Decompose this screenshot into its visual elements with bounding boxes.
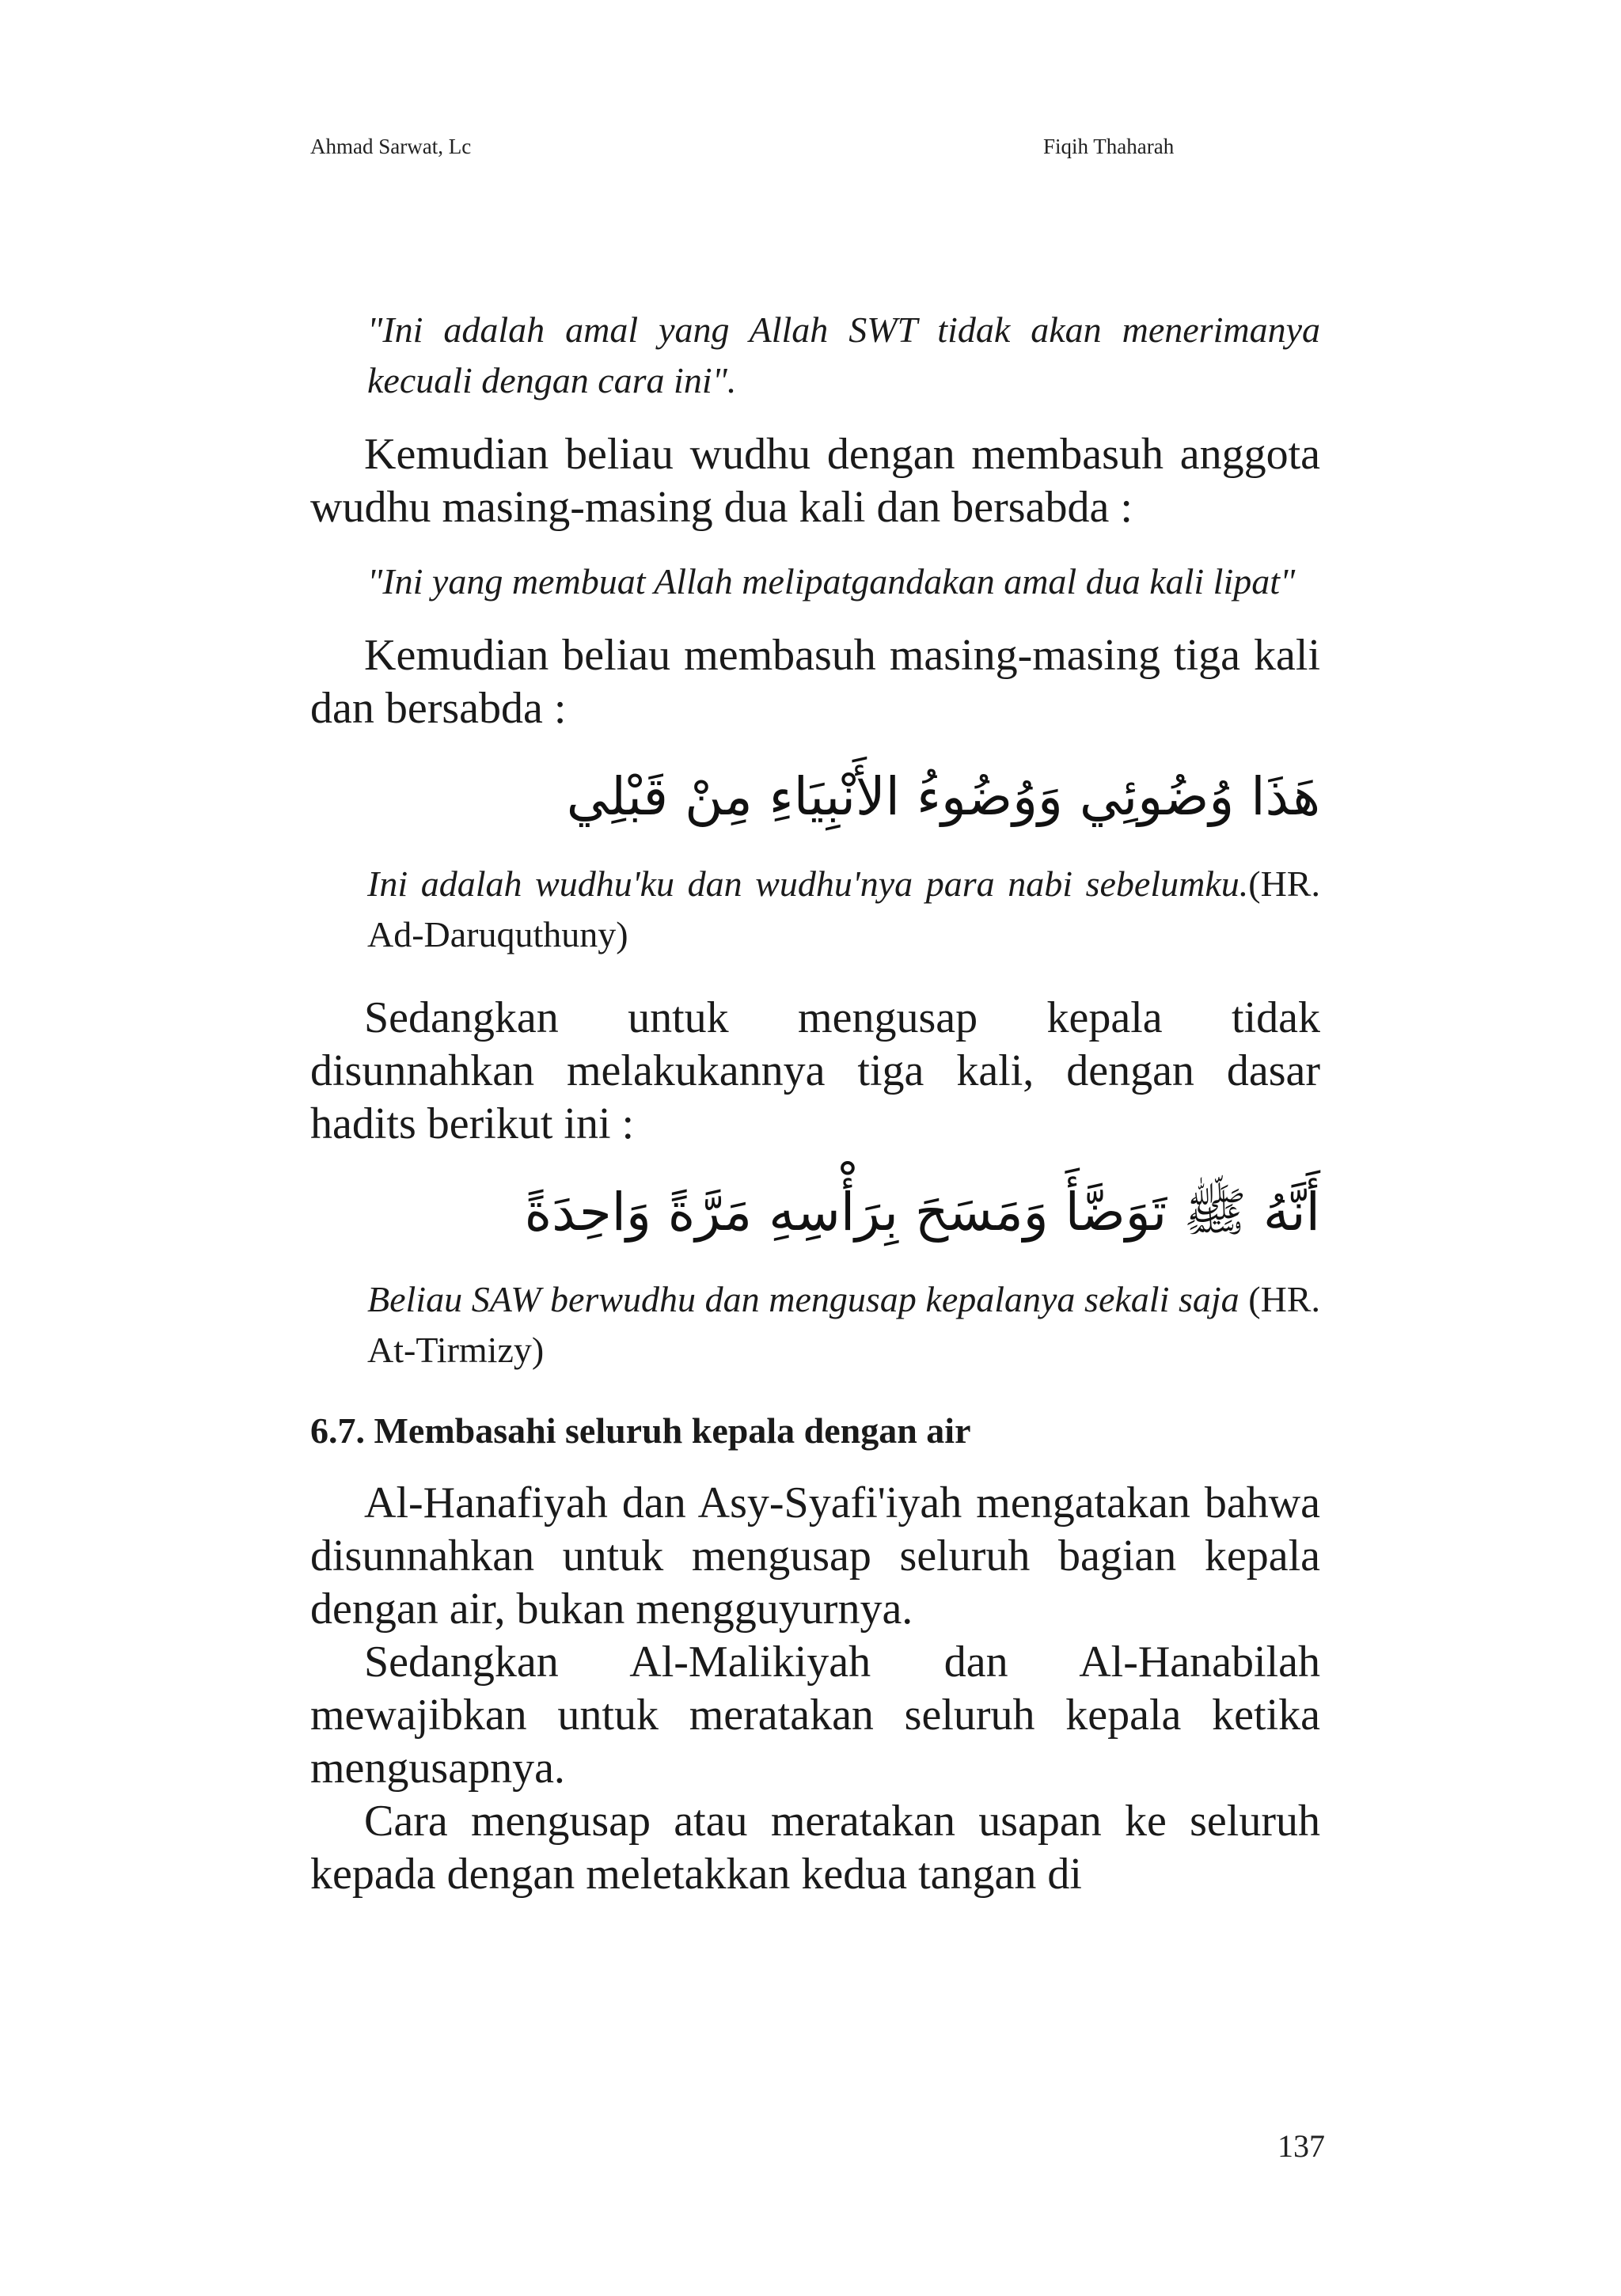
translation-2 bbox=[367, 1274, 1320, 1376]
translation-1-source: (HR. Ad-Daruquthuny) bbox=[367, 863, 1320, 954]
page-number: 137 bbox=[1277, 2128, 1325, 2164]
paragraph-3: Sedangkan untuk mengusap kepala tidak disunnahkan melakukannya tiga kali, dengan dasar hadits berikut ini : bbox=[310, 993, 1320, 1148]
translation-1 bbox=[367, 859, 1320, 960]
page-content bbox=[310, 305, 1320, 1901]
translation-1-text: Ini adalah wudhu'ku dan wudhu'nya para nabi sebelumku. bbox=[367, 863, 1249, 904]
section-heading: 6.7. Membasahi seluruh kepala dengan air bbox=[310, 1410, 971, 1451]
header-book-title: Fiqih Thaharah bbox=[1043, 135, 1175, 158]
paragraph-6: Cara mengusap atau meratakan usapan ke seluruh kepada dengan meletakkan kedua tangan di bbox=[310, 1797, 1320, 1899]
hadith-quote-2: "Ini yang membuat Allah melipatgandakan amal dua kali lipat" bbox=[367, 561, 1296, 602]
paragraph-2: Kemudian beliau membasuh masing-masing tiga kali dan bersabda : bbox=[310, 631, 1320, 733]
translation-2-source: (HR. At-Tirmizy) bbox=[367, 1279, 1320, 1370]
paragraph-5: Sedangkan Al-Malikiyah dan Al-Hanabilah mewajibkan untuk meratakan seluruh kepala ketika mengusapnya. bbox=[310, 1638, 1320, 1793]
paragraph-1: Kemudian beliau wudhu dengan membasuh anggota wudhu masing-masing dua kali dan bersabda : bbox=[310, 430, 1320, 532]
paragraph-4: Al-Hanafiyah dan Asy-Syafi'iyah mengatakan bahwa disunnahkan untuk mengusap seluruh bagian kepala dengan air, bukan mengguyurnya. bbox=[310, 1478, 1320, 1634]
hadith-quote-1: "Ini adalah amal yang Allah SWT tidak akan menerimanya kecuali dengan cara ini". bbox=[367, 309, 1320, 400]
translation-2-text: Beliau SAW berwudhu dan mengusap kepalanya sekali saja bbox=[367, 1279, 1239, 1319]
arabic-text-1: هَذَا وُضُوئِي وَوُضُوءُ الأَنْبِيَاءِ مِنْ قَبْلِي bbox=[566, 766, 1320, 827]
arabic-text-2: أَنَّهُ ﷺ تَوَضَّأَ وَمَسَحَ بِرَأْسِهِ مَرَّةً وَاحِدَةً bbox=[524, 1182, 1320, 1243]
header-author: Ahmad Sarwat, Lc bbox=[310, 135, 472, 158]
